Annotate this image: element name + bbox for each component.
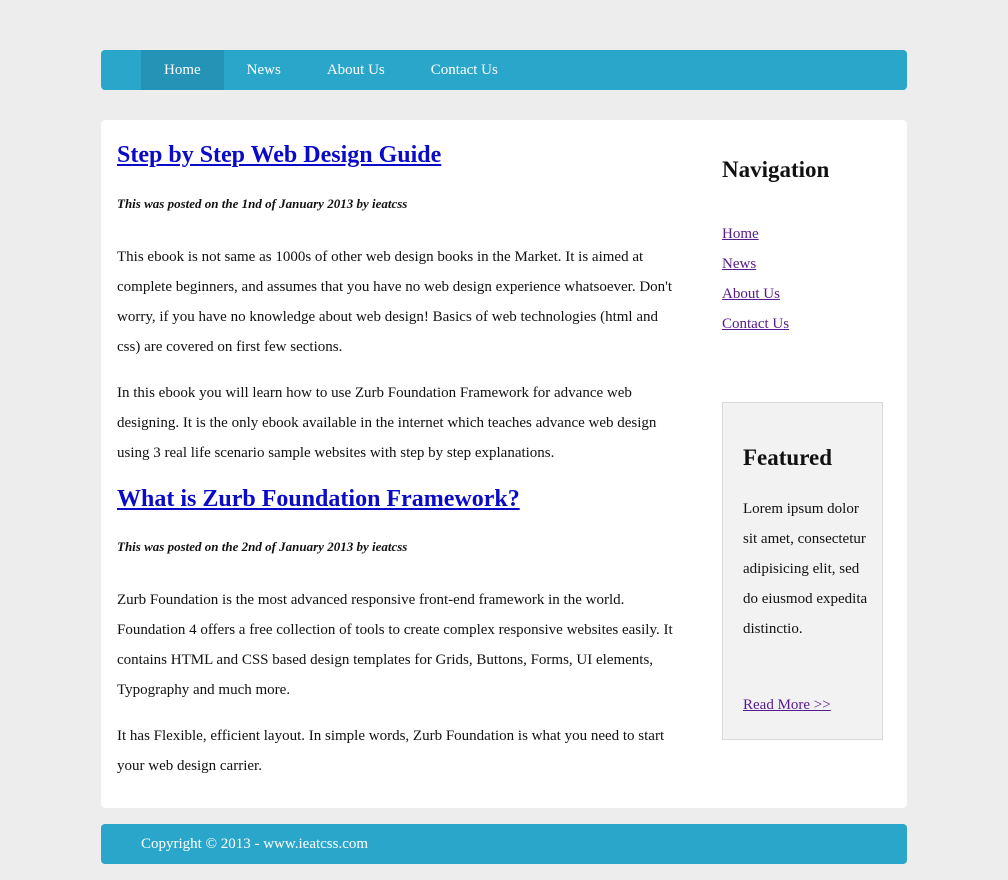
read-more-link[interactable]: Read More >> (743, 697, 831, 713)
main-content-panel (101, 120, 907, 808)
sidebar-link-contact-us[interactable]: Contact Us (722, 316, 790, 332)
featured-body: Lorem ipsum dolor sit amet, consectetur adipisicing elit, sed do eiusmod expedita distinctio. (743, 501, 868, 637)
post-title-link[interactable]: Step by Step Web Design Guide (117, 142, 442, 168)
post-2 (117, 484, 682, 781)
sidebar-link-home[interactable]: Home (722, 226, 759, 242)
sidebar-navigation (722, 155, 884, 339)
featured-title: Featured (743, 445, 833, 470)
topnav-item-news[interactable]: News (246, 62, 281, 78)
topnav-item-contact-us[interactable]: Contact Us (430, 62, 498, 78)
post-paragraph: Zurb Foundation is the most advanced responsive front-end framework in the world. Foundation 4 offers a free collection of tools to create complex responsive websites easily. It contains HTML and CSS based design templates for Grids, Buttons, Forms, UI elements, Typography and much more. (117, 592, 673, 698)
post-title-link[interactable]: What is Zurb Foundation Framework? (117, 486, 520, 512)
sidebar-link-list (722, 219, 884, 339)
featured-box (722, 402, 883, 740)
post-paragraph: It has Flexible, efficient layout. In simple words, Zurb Foundation is what you need to start your web design carrier. (117, 728, 665, 774)
post-meta: This was posted on the 1nd of January 2013 by ieatcss (117, 196, 408, 211)
article-list (117, 140, 682, 781)
sidebar-title: Navigation (722, 157, 830, 182)
footer (101, 824, 907, 864)
top-navigation-bar (101, 50, 907, 90)
sidebar-link-about-us[interactable]: About Us (722, 286, 780, 302)
post-paragraph: This ebook is not same as 1000s of other web design books in the Market. It is aimed at complete beginners, and assumes that you have no web design experience whatsoever. Don't worry, if you have no knowledge about web design! Basics of web technologies (html and css) are covered on first few sections. (117, 249, 673, 355)
topnav-item-home[interactable]: Home (141, 50, 224, 90)
post-meta: This was posted on the 2nd of January 2013 by ieatcss (117, 539, 408, 554)
post-paragraph: In this ebook you will learn how to use Zurb Foundation Framework for advance web designing. It is the only ebook available in the internet which teaches advance web design using 3 real life scenario sample websites with step by step explanations. (117, 385, 657, 461)
copyright-text: Copyright © 2013 - www.ieatcss.com (141, 836, 369, 852)
topnav-item-about-us[interactable]: About Us (326, 62, 385, 78)
post-1 (117, 140, 682, 468)
sidebar-link-news[interactable]: News (722, 256, 757, 272)
